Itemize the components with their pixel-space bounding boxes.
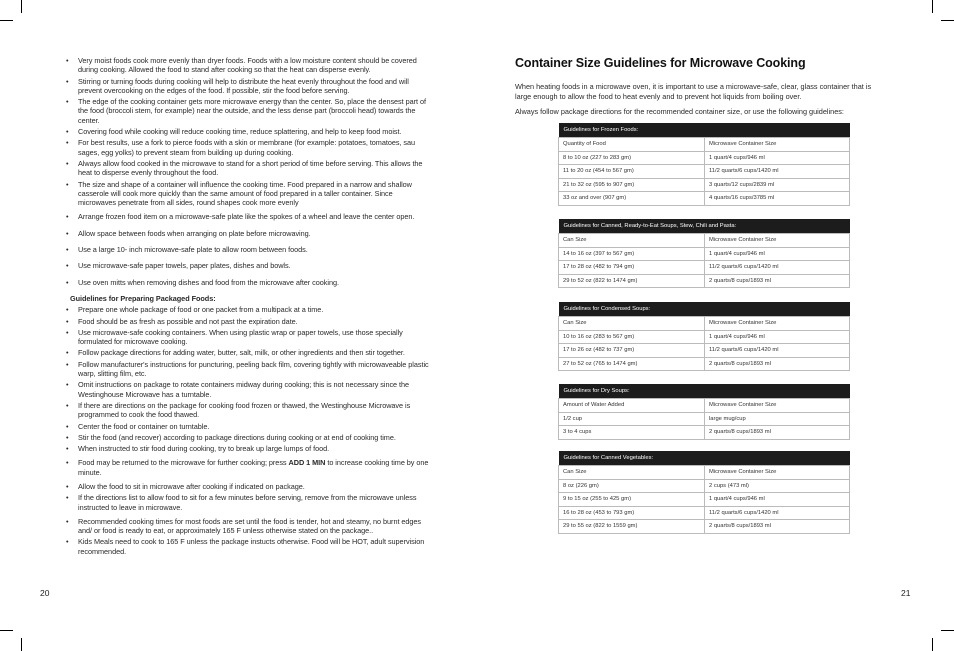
intro-paragraph: When heating foods in a microwave oven, it is important to use a microwave-safe, clear, glass container that is large enough to allow the food to heat evenly and to prevent hot liquids from boiling over.: [515, 82, 872, 101]
table-row: [559, 506, 850, 520]
list-item: • Stir the food (and recover) according to package directions during cooking or at end of cooking time.: [66, 433, 430, 442]
table-header-row: [559, 234, 850, 248]
list-item: • Use microwave-safe paper towels, paper plates, dishes and bowls.: [66, 261, 430, 270]
table-row: [559, 426, 850, 440]
table-row: [559, 192, 850, 206]
table-cell: 11/2 quarts/6 cups/1420 ml: [705, 506, 850, 520]
table-header-row: [559, 399, 850, 413]
table-cell: 14 to 16 oz (397 to 567 gm): [559, 247, 705, 261]
add-min-text-post: to increase cooking time by one minute.: [78, 458, 429, 477]
table-cell: 2 cups (473 ml): [705, 479, 850, 493]
list-item: • Covering food while cooking will reduce cooking time, reduce splattering, and help to keep food moist.: [66, 127, 430, 136]
list-item: • Follow package directions for adding water, butter, salt, milk, or other ingredients and then stir together.: [66, 348, 430, 357]
frozen-foods-table: [558, 123, 850, 206]
list-item: • Omit instructions on package to rotate containers midway during cooking; this is not necessary since the Westinghouse Microwave has a turntable.: [66, 380, 430, 399]
table-cell: 11 to 20 oz (454 to 567 gm): [559, 165, 705, 179]
column-header: Microwave Container Size: [705, 234, 850, 248]
page-number-right: 21: [901, 588, 911, 598]
table-cell: 11/2 quarts/6 cups/1420 ml: [705, 165, 850, 179]
list-item: • Very moist foods cook more evenly than dryer foods. Foods with a low moisture content should be covered during cooking. Allowed the food to stand after cooking so that the heat can disperse evenly.: [66, 56, 430, 75]
list-item: • Allow space between foods when arranging on plate before microwaving.: [66, 229, 430, 238]
table-cell: 11/2 quarts/6 cups/1420 ml: [705, 261, 850, 275]
table-cell: 8 oz (226 gm): [559, 479, 705, 493]
list-item: • If there are directions on the package for cooking food frozen or thawed, the Westinghouse Microwave is programmed to cook the food thawed.: [66, 401, 430, 420]
table-row: [559, 274, 850, 288]
table-cell: 29 to 52 oz (822 to 1474 gm): [559, 274, 705, 288]
table-cell: 1 quart/4 cups/946 ml: [705, 330, 850, 344]
list-item: • Always allow food cooked in the microwave to stand for a short period of time before serving. This allows the heat to disperse evenly throughout the food.: [66, 159, 430, 178]
list-item: • Food should be as fresh as possible and not past the expiration date.: [66, 317, 430, 326]
list-item: • Kids Meals need to cook to 165 F unless the package instucts otherwise. Food will be HOT, adult supervision recommended.: [66, 537, 430, 556]
column-header: Quantity of Food: [559, 138, 705, 152]
table-cell: 29 to 55 oz (822 to 1559 gm): [559, 520, 705, 534]
list-item: [66, 458, 430, 477]
table-cell: 1 quart/4 cups/946 ml: [705, 493, 850, 507]
page-title: Container Size Guidelines for Microwave Cooking: [515, 56, 806, 70]
column-header: Can Size: [559, 234, 705, 248]
list-item: • Arrange frozen food item on a microwave-safe plate like the spokes of a wheel and leave the center open.: [66, 212, 430, 221]
column-header: Microwave Container Size: [705, 399, 850, 413]
table-row: [559, 165, 850, 179]
cooking-tips-list: [66, 56, 430, 558]
list-item: • When instructed to stir food during cooking, try to break up large lumps of food.: [66, 444, 430, 453]
table-cell: 1 quart/4 cups/946 ml: [705, 151, 850, 165]
list-item: • The edge of the cooking container gets more microwave energy than the center. So, place the densest part of the food (broccoli stem, for example) near the outside, and the less dense part (broccoli head) towards the center.: [66, 97, 430, 125]
table-header-row: [559, 466, 850, 480]
table-cell: 2 quarts/8 cups/1893 ml: [705, 426, 850, 440]
table-header-row: [559, 138, 850, 152]
table-cell: 3 to 4 cups: [559, 426, 705, 440]
column-header: Can Size: [559, 466, 705, 480]
intro-paragraph-2: Always follow package directions for the recommended container size, or use the following guidelines:: [515, 107, 844, 116]
table-row: [559, 261, 850, 275]
table-title: Guidelines for Canned Vegetables:: [559, 451, 850, 466]
right-page: [477, 0, 954, 651]
table-row: [559, 520, 850, 534]
table-cell: 27 to 52 oz (765 to 1474 gm): [559, 357, 705, 371]
table-row: [559, 479, 850, 493]
table-title: Guidelines for Frozen Foods:: [559, 123, 850, 138]
packaged-foods-heading: Guidelines for Preparing Packaged Foods:: [70, 293, 216, 303]
table-header-row: [559, 317, 850, 331]
table-row: [559, 412, 850, 426]
table-cell: 10 to 16 oz (283 to 567 gm): [559, 330, 705, 344]
table-cell: 33 oz and over (907 gm): [559, 192, 705, 206]
canned-vegetables-table: [558, 451, 850, 534]
list-item: • Use oven mitts when removing dishes and food from the microwave after cooking.: [66, 278, 430, 287]
table-cell: 17 to 26 oz (482 to 737 gm): [559, 344, 705, 358]
column-header: Amount of Water Added: [559, 399, 705, 413]
table-row: [559, 178, 850, 192]
list-item: • Use a large 10- inch microwave-safe plate to allow room between foods.: [66, 245, 430, 254]
list-item: • Use microwave-safe cooking containers. When using plastic wrap or paper towels, use those specially formulated for microwave cooking.: [66, 328, 430, 347]
table-cell: 4 quarts/16 cups/3785 ml: [705, 192, 850, 206]
table-cell: 9 to 15 oz (255 to 425 gm): [559, 493, 705, 507]
table-cell: 2 quarts/8 cups/1893 ml: [705, 274, 850, 288]
list-item: • Follow manufacturer's instructions for puncturing, peeling back film, covering tightly with microwaveable plastic warp, slitting film, etc.: [66, 360, 430, 379]
table-title: Guidelines for Canned, Ready-to-Eat Soups, Stew, Chili and Pasta:: [559, 219, 850, 234]
column-header: Microwave Container Size: [705, 138, 850, 152]
table-row: [559, 151, 850, 165]
table-title: Guidelines for Dry Soups:: [559, 384, 850, 399]
table-cell: 1/2 cup: [559, 412, 705, 426]
column-header: Can Size: [559, 317, 705, 331]
table-cell: 3 quarts/12 cups/2839 ml: [705, 178, 850, 192]
column-header: Microwave Container Size: [705, 466, 850, 480]
list-item: • Prepare one whole package of food or one packet from a multipack at a time.: [66, 305, 430, 314]
table-cell: 2 quarts/8 cups/1893 ml: [705, 357, 850, 371]
list-item: • Allow the food to sit in microwave after cooking if indicated on package.: [66, 482, 430, 491]
list-item: • Center the food or container on turntable.: [66, 422, 430, 431]
canned-soups-table: [558, 219, 850, 288]
list-item: • Recommended cooking times for most foods are set until the food is tender, hot and steamy, no burnt edges and/ or food is ready to eat, or approximately 165 F unless otherwise stated on the package..: [66, 517, 430, 536]
list-item: • Stirring or turning foods during cooking will help to distribute the heat evenly throughout the food and will prevent overcooking on the edges of the food. If possible, stir the food before serving.: [66, 77, 430, 96]
table-row: [559, 330, 850, 344]
add-min-text-pre: Food may be returned to the microwave for further cooking; press: [78, 458, 289, 468]
table-cell: 8 to 10 oz (227 to 283 gm): [559, 151, 705, 165]
table-row: [559, 357, 850, 371]
page-number-left: 20: [40, 588, 50, 598]
table-title: Guidelines for Condensed Soups:: [559, 302, 850, 317]
list-item: • If the directions list to allow food to sit for a few minutes before serving, remove from the microwave unless instructed to leave in microwave.: [66, 493, 430, 512]
table-cell: large mug/cup: [705, 412, 850, 426]
dry-soups-table: [558, 384, 850, 440]
table-row: [559, 493, 850, 507]
table-cell: 17 to 28 oz (482 to 794 gm): [559, 261, 705, 275]
table-cell: 2 quarts/8 cups/1893 ml: [705, 520, 850, 534]
table-row: [559, 344, 850, 358]
table-row: [559, 247, 850, 261]
table-cell: 16 to 28 oz (453 to 793 gm): [559, 506, 705, 520]
list-item: • The size and shape of a container will influence the cooking time. Food prepared in a narrow and shallow casserole will cook more quickly than the same amount of food prepared in a taller container. Since microwaves penetrate from all sides, round shapes cook more evenly: [66, 180, 430, 208]
condensed-soups-table: [558, 302, 850, 371]
table-cell: 11/2 quarts/6 cups/1420 ml: [705, 344, 850, 358]
table-cell: 1 quart/4 cups/946 ml: [705, 247, 850, 261]
list-item: • For best results, use a fork to pierce foods with a skin or membrane (for example: potatoes, tomatoes, sau sages, egg yolks) to prevent steam from building up during cooking.: [66, 138, 430, 157]
add-one-minute-key-label: ADD 1 MIN: [288, 458, 326, 468]
column-header: Microwave Container Size: [705, 317, 850, 331]
table-cell: 21 to 32 oz (595 to 907 gm): [559, 178, 705, 192]
